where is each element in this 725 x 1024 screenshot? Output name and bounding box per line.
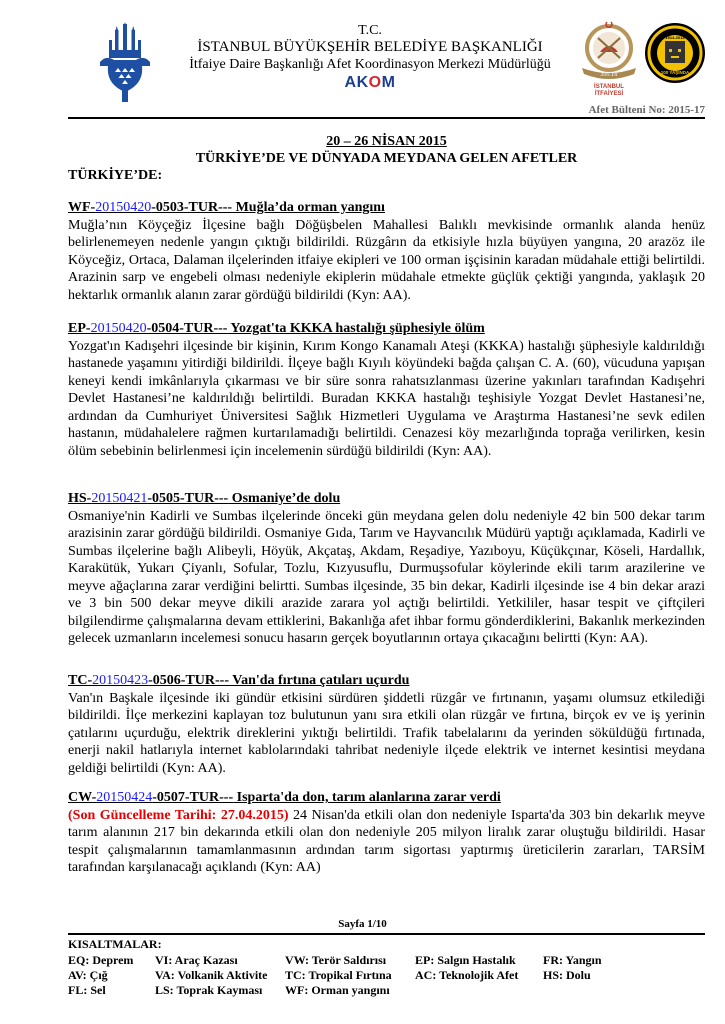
disaster-entry [68,672,705,777]
abbreviations-table [68,953,643,998]
main-title: TÜRKİYE’DE VE DÜNYADA MEYDANA GELEN AFETLER [195,151,578,166]
entry-date-link[interactable]: 20150423 [92,673,149,688]
entry-id-suffix: -0506-TUR--- [148,673,229,688]
entry-date-link[interactable]: 20150424 [96,790,153,805]
disaster-entry [68,789,705,877]
entry-headline [68,199,705,217]
last-updated-note: (Son Güncelleme Tarihi: 27.04.2015) [68,807,289,823]
svg-text:300.Yıl: 300.Yıl [600,72,618,78]
abbreviations-title: KISALTMALAR: [68,937,162,951]
abbreviation-item: TC: Tropikal Fırtına [285,968,392,982]
abbreviations-row [68,968,643,983]
entry-id-suffix: -0503-TUR--- [151,200,233,215]
akom-logo-o: O [368,74,382,91]
entry-date-link[interactable]: 20150420 [90,321,147,336]
entry-title: Van'da fırtına çatıları uçurdu [229,673,410,688]
title-block [68,133,705,184]
footer-divider [68,933,705,935]
entry-body: Osmaniye'nin Kadirli ve Sumbas ilçelerinde önceki gün meydana gelen dolu nedeniyle 42 bin 500 dekar tarım arazisinin zarar gördüğü bildirildi. Osmaniye Gıda, Tarım ve Hayvancılık Müdürü yaptığı açıklamada, Kadirli ve Sumbas ilçelerine bağlı Alibeyli, Höyük, Akçataş, Akdam, Reşadiye, Yazıboyu, Küçükçınar, Köseli, Hardallık, Karakütük, Yukarı Çiyanlı, Sofular, Tozlu, Kızyusuflu, Durmuşsofular köylerinde ekili tarım arazilerine ve meyve ağaçlarına zarar verdiğini belirtti. Sumbas ilçesinde, 35 bin dekar, Kadirli ilçesinde ise 4 bin dekar arazi ve 3 bin 500 dekar meyve dikili arazide zarara yol açtığı belirtildi. Yetkililer, hasar tespit ve çiftçileri bilgilendirme çalışmalarına devam ettiklerini, Bakanlığa afet ihbar formu gönderdiklerini, Bakanlık merkezinden gelecek uzmanların incelemesi sonucu hasarın gerçek boyutlarının ortaya çıkacağını belirtti (Kyn: AA). [68,508,705,646]
entry-title: Muğla’da orman yangını [232,200,385,215]
abbreviations-row [68,983,643,998]
entry-type-code: EP- [68,321,91,336]
entry-id-suffix: -0504-TUR--- [146,321,228,336]
abbreviation-item: EP: Salgın Hastalık [415,953,516,967]
entry-title: Isparta'da don, tarım alanlarına zarar verdi [233,790,501,805]
entry-date-link[interactable]: 20150421 [91,491,148,506]
istanbul-itfaiyesi-logo-icon [578,18,640,98]
disaster-entry [68,199,705,304]
entry-title: Osmaniye’de dolu [228,491,341,506]
entry-body-text: 24 Nisan'da etkili olan don nedeniyle Isparta'da 303 bin dekarlık meyve tarım alanının 217 bin dekarında etkili olan don nedeniyle 205 milyon liralık zarar oluştuğu bildirildi. Hasar tespit çalışmalarının tamamlanmasının ardından tarım sigortası yaptırmış üreticilerin zararları, TARSİM tarafından karşılanacağı açıklandı (Kyn: AA) [68,807,705,875]
akom-logo-part: AK [344,74,369,91]
svg-text:İTFAİYESİ: İTFAİYESİ [594,91,624,97]
entry-headline [68,320,705,338]
akom-logo-part: M [381,74,396,91]
date-range-title: 20 – 26 NİSAN 2015 [326,134,447,149]
entry-body: Van'ın Başkale ilçesinde iki gündür etkisini sürdüren şiddetli rüzgâr ve fırtınanın, yaşamı olumsuz etkilediği bildirildi. İlçe merkezini kaplayan toz bulutunun yanı sıra etkili olan rüzgâr ve fırtına, birçok ev ve iş yerinin çatılarını uçurduğu, elektrik direklerini yıktığı belirtildi. Trafik tabelalarını da yerinden söküldüğü fırtınada, enerji nakil hatlarıyla internet kablolarındaki tahribat nedeniyle ilçede elektrik ve internet kesintisi meydana geldiği belirtildi (Kyn: AA). [68,690,705,776]
abbreviation-item: LS: Toprak Kayması [155,983,263,997]
entry-body: Muğla’nın Köyçeğiz İlçesine bağlı Döğüşbelen Mahallesi Balıklı mevkisinde ormanlık alanda henüz belirlenemeyen nedenle yangın çıktığı bildirildi. Rüzgârın da etkisiyle hızla büyüyen yangına, 20 arazöz ile Köyceğiz, Ortaca, Dalaman ilçelerinden itfaiye ekipleri ve 100 orman işçisinin karadan müdahale ettiği belirtildi. Arazinin sarp ve engebeli olması nedeniyle ekiplerin müdahale etmekte güçlük çektiği yangında, yaklaşık 20 hektarlık ormanlık alanın zarar gördüğü bildirildi (Kyn: AA). [68,217,705,303]
akom-logo [160,74,580,91]
entry-id-suffix: -0507-TUR--- [152,790,234,805]
entry-headline [68,789,705,807]
header-institution: İSTANBUL BÜYÜKŞEHİR BELEDİYE BAŞKANLIĞI [197,39,543,55]
abbreviation-item: VI: Araç Kazası [155,953,238,967]
entry-headline [68,672,705,690]
header-department: İtfaiye Daire Başkanlığı Afet Koordinasyon Merkezi Müdürlüğü [189,57,551,72]
page-number: Sayfa 1/10 [338,918,387,930]
abbreviation-item: HS: Dolu [543,968,591,982]
disaster-entry [68,490,705,648]
abbreviation-item: VW: Terör Saldırısı [285,953,387,967]
abbreviation-item: FR: Yangın [543,953,602,967]
abbreviation-item: VA: Volkanik Aktivite [155,968,268,982]
svg-text:100 YAŞINDA: 100 YAŞINDA [660,70,690,75]
entry-title: Yozgat'ta KKKA hastalığı şüphesiyle ölüm [227,321,485,336]
abbreviations-row [68,953,643,968]
svg-text:1914-2014: 1914-2014 [665,35,685,40]
section-title-turkey: TÜRKİYE’DE: [68,168,163,183]
bulletin-number: Afet Bülteni No: 2015-17 [588,104,705,116]
entry-date-link[interactable]: 20150420 [95,200,152,215]
header-title-block [160,22,580,91]
abbreviation-item: FL: Sel [68,983,106,997]
entry-type-code: HS- [68,491,92,506]
entry-id-suffix: -0505-TUR--- [147,491,229,506]
svg-text:İSTANBUL: İSTANBUL [594,84,624,90]
entry-headline [68,490,705,508]
disaster-entry [68,320,705,460]
ibb-logo-icon [98,22,152,104]
abbreviation-item: AC: Teknolojik Afet [415,968,519,982]
header-divider [68,117,705,119]
entry-body [68,807,705,877]
abbreviation-item: WF: Orman yangını [285,983,390,997]
header-tc: T.C. [358,23,382,38]
100-yasinda-logo-icon [644,22,706,84]
entry-type-code: TC- [68,673,93,688]
abbreviation-item: EQ: Deprem [68,953,134,967]
abbreviation-item: AV: Çığ [68,968,108,982]
entry-type-code: CW- [68,790,97,805]
entry-type-code: WF- [68,200,96,215]
entry-body: Yozgat'ın Kadışehri ilçesinde bir kişinin, Kırım Kongo Kanamalı Ateşi (KKKA) hastalığı şüphesiyle kaldırıldığı hastanede yaşamını yitirdiği bildirildi. İlçeye bağlı Kıyılı köyündeki bağda çalışan C. A. (60), vücuduna yapışan keneyi kendi imkânlarıyla çıkarması ve bir süre sonra rahatsızlanması üzerine yakınları tarafından Kadışehri Devlet Hastanesi’ne kaldırıldığı belirtildi. Buradan KKKA hastalığı teşhisiyle Yozgat Devlet Hastanesi’ne, ardından da Cumhuriyet Üniversitesi Sağlık Hizmetleri Uygulama ve Araştırma Hastanesi’ne sevk edilen hastanın, müdahalelere rağmen kurtarılamadığı belirtildi. Cenazesi köy mezarlığında toprağa verilirken, kesin ölüm sebebinin belirlenmesi için incelemenin sürdüğü bildirildi (Kyn: AA). [68,338,705,459]
